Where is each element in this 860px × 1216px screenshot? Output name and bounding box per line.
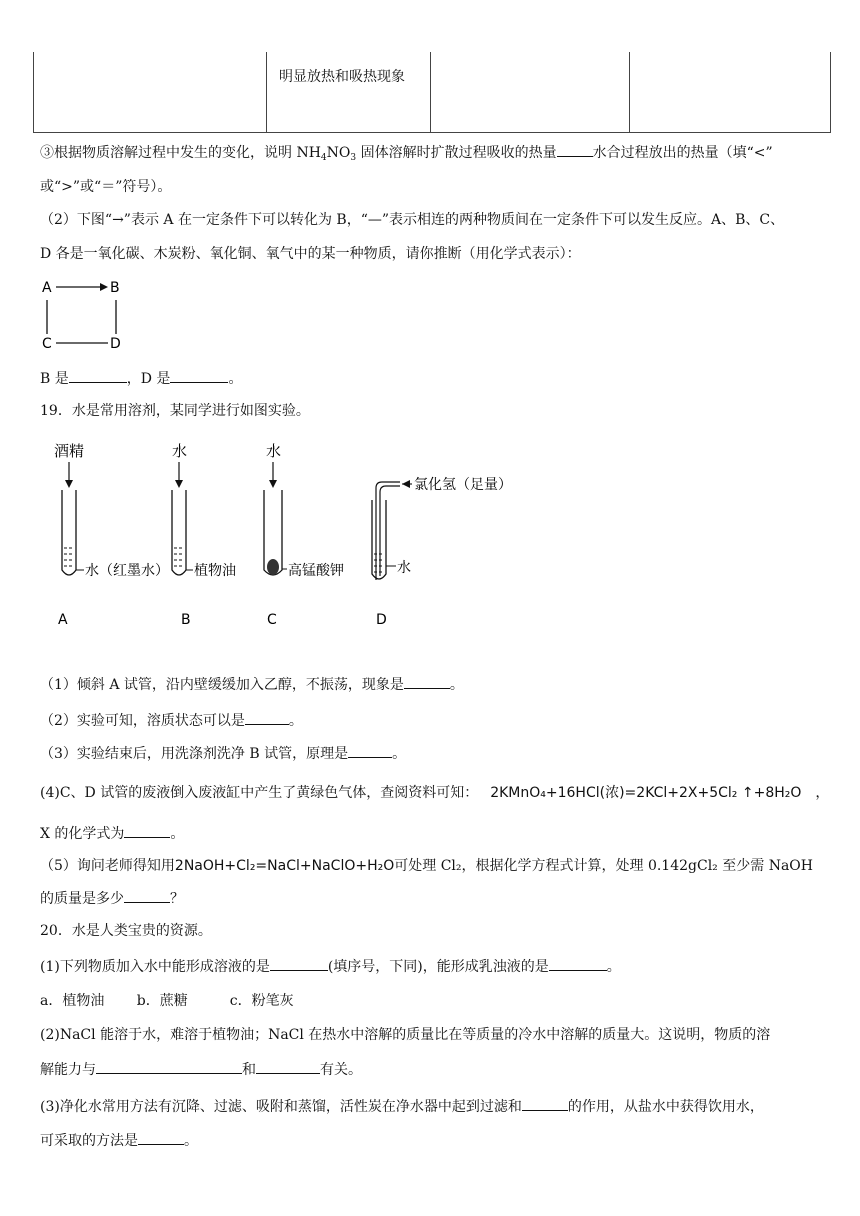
equation-naoh: 2NaOH+Cl₂=NaCl+NaClO+H₂O: [174, 858, 395, 874]
answer-blank[interactable]: [124, 888, 170, 903]
q19-part5-line1: （5）询问老师得知用2NaOH+Cl₂=NaCl+NaClO+H₂O可处理 Cl₂，根据化学方程式计算，处理 0.142gCl₂ 至少需 NaOH: [40, 858, 813, 874]
equation-kmno4: 2KMnO₄+16HCl(浓)=2KCl+2X+5Cl₂ ↑+8H₂O: [490, 785, 802, 801]
q19-part4-line1: (4)C、D 试管的废液倒入废液缸中产生了黄绿色气体，查阅资料可知： 2KMnO₄+16HCl(浓)=2KCl+2X+5Cl₂ ↑+8H₂O ，: [40, 785, 830, 801]
arrow-down-icon: [269, 480, 277, 488]
node-d: D: [110, 336, 121, 352]
table-divider: [430, 52, 431, 132]
q20-part1: (1)下列物质加入水中能形成溶液的是 (填序号，下同)，能形成乳浊液的是 。: [40, 956, 621, 977]
node-a: A: [42, 280, 52, 296]
q18-2-answer: B 是 ，D 是 。: [40, 368, 242, 389]
q20-title: 20．水是人类宝贵的资源。: [40, 923, 212, 939]
answer-blank[interactable]: [270, 956, 328, 971]
answer-blank[interactable]: [404, 674, 450, 689]
tube-c-letter: C: [267, 612, 277, 628]
tube-a-top-label: 酒精: [54, 442, 85, 460]
q20-part2-line2: 解能力与 和 有关。: [40, 1059, 362, 1080]
tube-a: [62, 490, 76, 575]
table-cell: 明显放热和吸热现象: [279, 69, 405, 85]
answer-blank[interactable]: [170, 368, 228, 383]
answer-blank[interactable]: [69, 368, 127, 383]
tube-c-side-label: 高锰酸钾: [288, 563, 344, 579]
answer-blank[interactable]: [138, 1130, 184, 1145]
q20-part3-line2: 可采取的方法是 。: [40, 1130, 198, 1151]
test-tube-figure: [40, 436, 540, 636]
tube-a-side-label: 水（红墨水）: [85, 563, 169, 579]
q19-part2: （2）实验可知，溶质状态可以是 。: [40, 710, 303, 731]
table-divider: [266, 52, 267, 132]
q18-3-line1: ③根据物质溶解过程中发生的变化，说明 $NH_4NO_3$ 固体溶解时扩散过程吸收的热量 水合过程放出的热量（填“<”: [40, 142, 773, 168]
abcd-diagram: [38, 276, 138, 356]
tube-c-top-label: 水: [266, 442, 282, 460]
q19-part3: （3）实验结束后，用洗涤剂洗净 B 试管，原理是 。: [40, 743, 406, 764]
q20-part3-line1: (3)净化水常用方法有沉降、过滤、吸附和蒸馏，活性炭在净水器中起到过滤和 的作用，从盐水中获得饮用水，: [40, 1096, 764, 1117]
q19-title: 19．水是常用溶剂，某同学进行如图实验。: [40, 403, 310, 419]
answer-blank[interactable]: [557, 142, 593, 157]
arrow-left-icon: [402, 480, 410, 488]
tube-b-side-label: 植物油: [194, 563, 236, 579]
answer-blank[interactable]: [245, 710, 289, 725]
table-fragment: [33, 52, 831, 133]
tube-b-top-label: 水: [172, 442, 188, 460]
tube-b: [172, 490, 186, 575]
q19-part1: （1）倾斜 A 试管，沿内壁缓缓加入乙醇，不振荡，现象是 。: [40, 674, 464, 695]
tube-d-top-label: 氯化氢（足量）: [414, 477, 512, 493]
answer-blank[interactable]: [522, 1096, 568, 1111]
q19-part5-line2: 的质量是多少 ？: [40, 888, 184, 909]
potassium-permanganate-solid: [267, 559, 279, 575]
q18-2-line2: D 各是一氧化碳、木炭粉、氧化铜、氧气中的某一种物质，请你推断（用化学式表示）：: [40, 246, 581, 262]
arrow-head-icon: [100, 283, 108, 291]
tube-d-letter: D: [376, 612, 387, 628]
answer-blank[interactable]: [348, 743, 392, 758]
q20-part2-line1: (2)NaCl 能溶于水，难溶于植物油；NaCl 在热水中溶解的质量比在等质量的冷水中溶解的质量大。这说明，物质的溶: [40, 1027, 771, 1043]
q19-part4-line2: X 的化学式为 。: [40, 823, 184, 844]
arrow-down-icon: [175, 480, 183, 488]
table-divider: [629, 52, 630, 132]
tube-d: [372, 500, 386, 579]
tube-a-letter: A: [58, 612, 68, 628]
answer-blank[interactable]: [256, 1059, 320, 1074]
node-b: B: [110, 280, 120, 296]
tube-d-side-label: 水: [397, 560, 411, 576]
q18-2-line1: （2）下图“→”表示 A 在一定条件下可以转化为 B，“—”表示相连的两种物质间在一定条件下可以发生反应。A、B、C、: [40, 212, 785, 228]
q18-3-line2: 或“>”或“＝”符号）。: [40, 179, 172, 195]
tube-b-letter: B: [181, 612, 191, 628]
q20-options: a．植物油 b．蔗糖 c．粉笔灰: [40, 993, 294, 1009]
node-c: C: [42, 336, 52, 352]
arrow-down-icon: [65, 480, 73, 488]
answer-blank[interactable]: [549, 956, 607, 971]
answer-blank[interactable]: [96, 1059, 242, 1074]
answer-blank[interactable]: [124, 823, 170, 838]
